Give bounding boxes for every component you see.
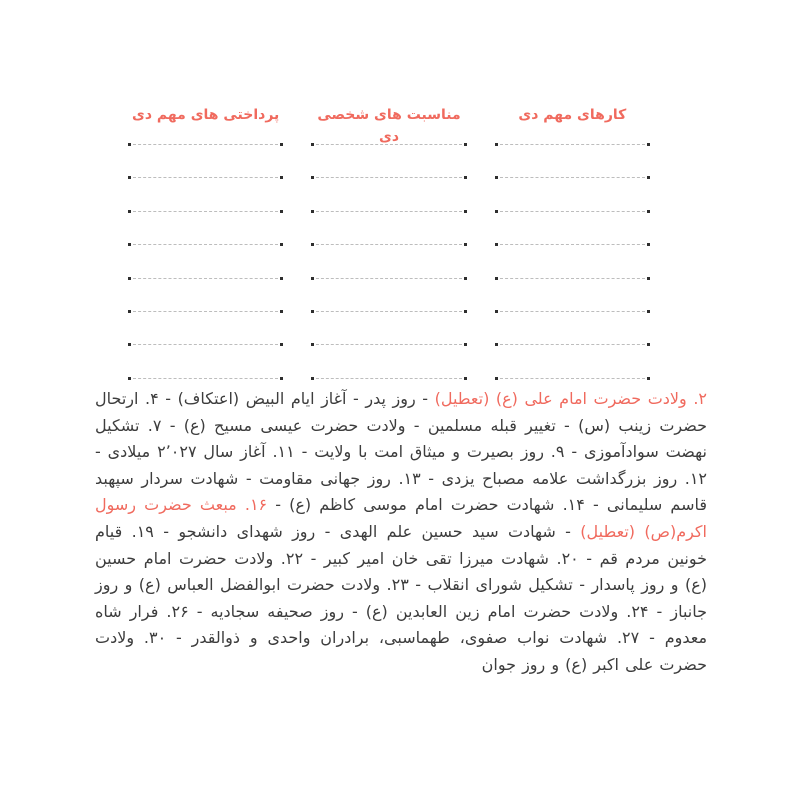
- line-dot-start: [647, 176, 650, 179]
- line-dashes: [316, 278, 461, 279]
- line-dot-start: [280, 243, 283, 246]
- line-dot-start: [280, 210, 283, 213]
- ruled-line: [311, 243, 466, 276]
- column-title: مناسبت های شخصی دی: [317, 107, 461, 145]
- column-title: کارهای مهم دی: [518, 107, 627, 123]
- line-dashes: [316, 344, 461, 345]
- ruled-line: [495, 343, 650, 376]
- dotted-rule: [128, 343, 283, 346]
- line-dot-start: [647, 243, 650, 246]
- line-dot-start: [647, 310, 650, 313]
- line-dashes: [500, 244, 645, 245]
- ruled-lines: [495, 143, 650, 410]
- line-dashes: [316, 211, 461, 212]
- dotted-rule: [128, 310, 283, 313]
- line-dashes: [500, 378, 645, 379]
- dotted-rule: [311, 210, 466, 213]
- ruled-line: [311, 343, 466, 376]
- dotted-rule: [495, 210, 650, 213]
- line-dot-end: [128, 176, 131, 179]
- line-dot-end: [128, 377, 131, 380]
- dotted-rule: [128, 143, 283, 146]
- line-dot-end: [311, 310, 314, 313]
- line-dot-start: [464, 210, 467, 213]
- line-dot-start: [464, 176, 467, 179]
- dotted-rule: [495, 243, 650, 246]
- line-dot-end: [495, 210, 498, 213]
- line-dashes: [316, 311, 461, 312]
- ruled-line: [311, 310, 466, 343]
- dotted-rule: [311, 277, 466, 280]
- column-title: پرداختی های مهم دی: [132, 107, 280, 123]
- planner-column: [128, 104, 283, 410]
- ruled-line: [495, 210, 650, 243]
- ruled-line: [311, 176, 466, 209]
- line-dashes: [133, 244, 278, 245]
- line-dashes: [133, 278, 278, 279]
- line-dashes: [500, 344, 645, 345]
- event-segment: - شهادت سید حسین علم الهدی - روز شهدای دانشجو - ۱۹. قیام خونین مردم قم - ۲۰. شهادت میرزا تقی خان امیر کبیر - ۲۲. ولادت حضرت امام حسین (ع) و روز پاسدار - تشکیل شورای انقلاب - ۲۳. ولادت حضرت ابوالفضل العباس (ع) و روز جانباز - ۲۴. ولادت حضرت امام زین العابدین (ع) - روز صحیفه سجادیه - ۲۶. فرار شاه معدوم - ۲۷. شهادت نواب صفوی، طهماسبی، برادران واحدی و ذوالقدر - ۳۰. ولادت حضرت علی اکبر (ع) و روز جوان: [95, 521, 708, 674]
- ruled-line: [495, 277, 650, 310]
- dotted-rule: [495, 310, 650, 313]
- dotted-rule: [311, 176, 466, 179]
- line-dot-end: [311, 176, 314, 179]
- line-dashes: [316, 244, 461, 245]
- line-dashes: [500, 144, 645, 145]
- line-dot-start: [464, 143, 467, 146]
- line-dot-start: [647, 277, 650, 280]
- dotted-rule: [311, 143, 466, 146]
- line-dot-end: [128, 143, 131, 146]
- line-dot-start: [647, 143, 650, 146]
- line-dashes: [133, 378, 278, 379]
- dotted-rule: [495, 343, 650, 346]
- dotted-rule: [128, 277, 283, 280]
- line-dot-end: [311, 343, 314, 346]
- line-dot-end: [495, 176, 498, 179]
- line-dot-end: [495, 243, 498, 246]
- line-dashes: [500, 311, 645, 312]
- ruled-line: [128, 343, 283, 376]
- line-dashes: [133, 311, 278, 312]
- ruled-line: [128, 210, 283, 243]
- planner-columns: [128, 104, 650, 410]
- dotted-rule: [128, 210, 283, 213]
- ruled-lines: [311, 143, 466, 410]
- line-dot-end: [311, 210, 314, 213]
- dotted-rule: [311, 377, 466, 380]
- ruled-line: [495, 243, 650, 276]
- dotted-rule: [495, 143, 650, 146]
- ruled-line: [311, 210, 466, 243]
- line-dot-start: [280, 176, 283, 179]
- line-dot-end: [495, 310, 498, 313]
- line-dot-end: [495, 143, 498, 146]
- event-segment: - روز پدر - آغاز ایام البیض (اعتکاف) - ۴. ارتحال حضرت زینب (س) - تغییر قبله مسلمین - ولادت حضرت عیسی مسیح (ع) - ۷. تشکیل نهضت سوادآموزی - ۹. روز بصیرت و میثاق امت با ولایت - ۱۱. آغاز سال ۲٬۰۲۷ میلادی - ۱۲. روز بزرگداشت علامه مصباح یزدی - ۱۳. روز جهانی مقاومت - شهادت سردار سپهبد قاسم سلیمانی - ۱۴. شهادت حضرت امام موسی کاظم (ع) -: [95, 389, 708, 515]
- dotted-rule: [311, 243, 466, 246]
- dotted-rule: [128, 176, 283, 179]
- line-dot-end: [311, 143, 314, 146]
- line-dot-end: [128, 210, 131, 213]
- line-dot-end: [128, 243, 131, 246]
- line-dot-start: [280, 310, 283, 313]
- line-dot-start: [464, 243, 467, 246]
- line-dashes: [316, 378, 461, 379]
- ruled-line: [128, 243, 283, 276]
- dotted-rule: [128, 377, 283, 380]
- line-dot-start: [280, 377, 283, 380]
- line-dot-start: [280, 343, 283, 346]
- dotted-rule: [495, 377, 650, 380]
- line-dot-start: [647, 343, 650, 346]
- dotted-rule: [311, 310, 466, 313]
- line-dot-end: [495, 377, 498, 380]
- line-dashes: [316, 177, 461, 178]
- line-dashes: [133, 344, 278, 345]
- ruled-lines: [128, 143, 283, 410]
- line-dot-start: [280, 277, 283, 280]
- ruled-line: [495, 143, 650, 176]
- ruled-line: [311, 143, 466, 176]
- event-segment: ۲. ولادت حضرت امام علی (ع) (تعطیل): [434, 389, 708, 408]
- dotted-rule: [495, 277, 650, 280]
- line-dot-end: [311, 377, 314, 380]
- line-dashes: [316, 144, 461, 145]
- line-dashes: [500, 211, 645, 212]
- dotted-rule: [311, 343, 466, 346]
- line-dashes: [133, 144, 278, 145]
- ruled-line: [495, 310, 650, 343]
- line-dot-end: [128, 310, 131, 313]
- ruled-line: [311, 277, 466, 310]
- line-dot-start: [280, 143, 283, 146]
- line-dot-end: [128, 343, 131, 346]
- events-paragraph: [95, 386, 707, 679]
- line-dashes: [500, 278, 645, 279]
- line-dot-start: [647, 210, 650, 213]
- ruled-line: [128, 277, 283, 310]
- planner-column: [311, 104, 466, 410]
- line-dot-start: [464, 310, 467, 313]
- line-dot-start: [464, 343, 467, 346]
- line-dot-end: [128, 277, 131, 280]
- ruled-line: [128, 176, 283, 209]
- planner-column: [495, 104, 650, 410]
- line-dashes: [133, 177, 278, 178]
- line-dot-end: [495, 277, 498, 280]
- line-dot-start: [647, 377, 650, 380]
- line-dashes: [133, 211, 278, 212]
- ruled-line: [128, 143, 283, 176]
- ruled-line: [128, 310, 283, 343]
- line-dot-end: [311, 277, 314, 280]
- event-segment: ۱۶. مبعث حضرت رسول اکرم(ص) (تعطیل): [95, 495, 707, 541]
- line-dashes: [500, 177, 645, 178]
- ruled-line: [495, 176, 650, 209]
- line-dot-start: [464, 277, 467, 280]
- dotted-rule: [495, 176, 650, 179]
- line-dot-start: [464, 377, 467, 380]
- line-dot-end: [311, 243, 314, 246]
- dotted-rule: [128, 243, 283, 246]
- line-dot-end: [495, 343, 498, 346]
